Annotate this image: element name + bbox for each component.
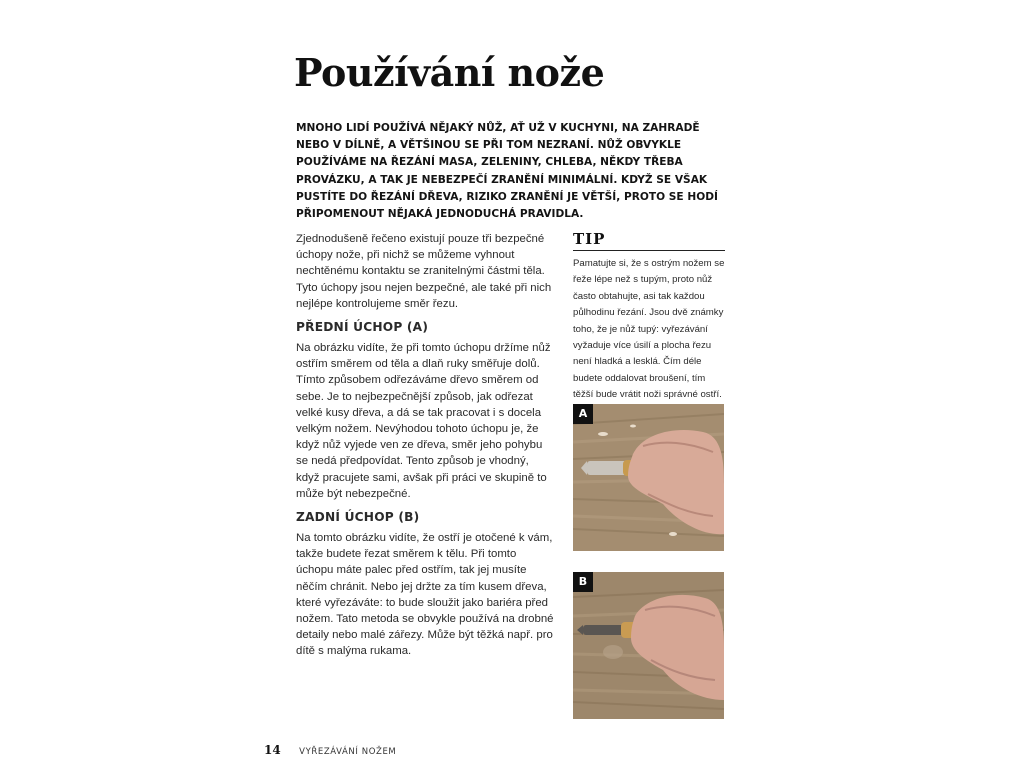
photo-front-grip xyxy=(573,404,724,551)
photo-label-b: B xyxy=(573,572,593,592)
section-heading-front-grip: PŘEDNÍ ÚCHOP (A) xyxy=(296,320,429,335)
section-heading-back-grip: ZADNÍ ÚCHOP (B) xyxy=(296,510,420,525)
section-text-front-grip: Na obrázku vidíte, že při tomto úchopu držíme nůž ostřím směrem od těla a dlaň ruky směřuje dolů. Tímto způsobem odřezáváme dřevo směrem od sebe. Je to nejbezpečnější způsob, jak odřezat velké kusy dřeva, a dá se tak pracovat i s docela velkým nožem. Nevýhodou tohoto úchopu je, že když nůž vyjede ven ze dřeva, směr jeho pohybu se nedá předpovídat. Tento způsob je vhodný, když pracujete sami, avšak při práci ve skupině to může být nebezpečné. xyxy=(296,342,551,500)
photo-back-grip xyxy=(573,572,724,719)
photo-label-a: A xyxy=(573,404,593,424)
lead-paragraph: MNOHO LIDÍ POUŽÍVÁ NĚJAKÝ NŮŽ, AŤ UŽ V KUCHYNI, NA ZAHRADĚ NEBO V DÍLNĚ, A VĚTŠINOU SE PŘI TOM NEZRANÍ. NŮŽ OBVYKLE POUŽÍVÁME NA ŘEZÁNÍ MASA, ZELENINY, CHLEBA, NĚKDY TŘEBA PROVÁZKU, A TAK JE NEBEZPEČÍ ZRANĚNÍ MINIMÁLNÍ. KDYŽ SE VŠAK PUSTÍTE DO ŘEZÁNÍ DŘEVA, RIZIKO ZRANĚNÍ JE VĚTŠÍ, PROTO SE HODÍ PŘIPOMENOUT NĚJAKÁ JEDNODUCHÁ PRAVIDLA. xyxy=(296,122,718,221)
tip-box xyxy=(573,230,725,404)
main-column xyxy=(296,231,554,668)
page-number: 14 xyxy=(264,743,281,757)
photo-back-grip-image xyxy=(573,572,724,719)
page-footer xyxy=(264,741,396,759)
running-head: VYŘEZÁVÁNÍ NOŽEM xyxy=(299,747,397,757)
section-text-back-grip: Na tomto obrázku vidíte, že ostří je otočené k vám, takže budete řezat směrem k tělu. Při tomto úchopu máte palec před ostřím, tak jej musíte něčím chránit. Nebo jej držte za tím kusem dřeva, které vyřezáváte: to bude sloužit jako bariéra před nožem. Tato metoda se obvykle používá na drobné detaily nebo malé zářezy. Může být těžká např. pro dítě s malýma rukama. xyxy=(296,532,554,658)
tip-title: TIP xyxy=(573,230,725,251)
intro-paragraph: Zjednodušeně řečeno existují pouze tři bezpečné úchopy nože, při nichž se můžeme vyhnout nechtěnému kontaktu se zranitelnými částmi těla. Tyto úchopy jsou nejen bezpečné, ale také při nich nejlépe kontrolujeme směr řezu. xyxy=(296,233,552,310)
tip-text: Pamatujte si, že s ostrým nožem se řeže lépe než s tupým, proto nůž často obtahujte, asi tak každou půlhodinu řezání. Jsou dvě známky toho, že je nůž tupý: vyřezávání vyžaduje více úsilí a plocha řezu není hladká a lesklá. Čím déle budete oddalovat broušení, tím těžší bude vrátit noži správné ostří. xyxy=(573,258,725,401)
photo-front-grip-image xyxy=(573,404,724,551)
page-title: Používání nože xyxy=(294,50,605,95)
